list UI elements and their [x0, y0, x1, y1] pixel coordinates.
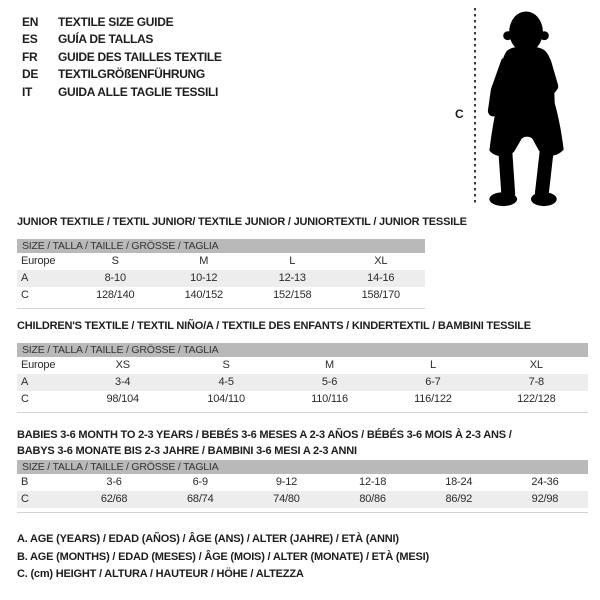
- size-cell: S: [222, 359, 230, 371]
- size-table-babies: [17, 460, 588, 513]
- size-cell: XL: [529, 359, 543, 371]
- measure-footnotes: [17, 533, 429, 586]
- size-cell: 4-5: [218, 376, 234, 388]
- size-cell: 86/92: [445, 493, 473, 505]
- language-row: [22, 13, 222, 31]
- size-table-children: [17, 343, 588, 413]
- dashed-height-line: [473, 8, 477, 206]
- size-table-junior: [17, 239, 425, 309]
- table-row: [17, 357, 588, 374]
- size-cell: 110/116: [311, 393, 348, 405]
- size-header-bar: SIZE / TALLA / TAILLE / GRÖSSE / TAGLIA: [17, 343, 588, 357]
- size-cell: 140/152: [184, 289, 223, 301]
- row-label: Europe: [21, 359, 56, 371]
- size-cell: 6-9: [192, 476, 208, 488]
- table-row: [17, 270, 425, 287]
- language-code: ES: [22, 32, 38, 47]
- footnote-line: B. AGE (MONTHS) / EDAD (MESES) / ÂGE (MOIS) / ALTER (MONATE) / ETÀ (MESI): [17, 550, 429, 563]
- table-bottom-rule: [17, 512, 588, 513]
- size-cell: 80/86: [359, 493, 386, 505]
- language-row: [22, 31, 222, 49]
- size-cell: M: [199, 255, 209, 267]
- size-cell: 92/98: [531, 493, 559, 505]
- table-row: [17, 474, 588, 491]
- size-cell: 6-7: [425, 376, 441, 388]
- language-guide-title: GUIDE DES TAILLES TEXTILE: [58, 49, 222, 64]
- language-code: DE: [22, 67, 39, 82]
- table-row: [17, 374, 588, 391]
- size-cell: 158/170: [361, 289, 400, 301]
- footnote-line: A. AGE (YEARS) / EDAD (AÑOS) / ÂGE (ANS) / ALTER (JAHRE) / ETÀ (ANNI): [17, 533, 399, 545]
- size-cell: 24-36: [531, 476, 559, 488]
- row-label: C: [21, 493, 29, 505]
- section-title-children: [17, 318, 531, 334]
- size-cell: 18-24: [445, 476, 473, 488]
- size-header-bar: SIZE / TALLA / TAILLE / GRÖSSE / TAGLIA: [17, 239, 425, 253]
- table-row: [17, 391, 588, 408]
- language-code: FR: [22, 49, 38, 64]
- size-cell: 3-4: [115, 376, 131, 388]
- size-cell: S: [111, 255, 119, 267]
- size-cell: 8-10: [104, 272, 126, 284]
- row-label: B: [21, 476, 29, 488]
- section-title-line: JUNIOR TEXTILE / TEXTIL JUNIOR/ TEXTILE JUNIOR / JUNIORTEXTIL / JUNIOR TESSILE: [17, 216, 467, 228]
- size-cell: 152/158: [273, 289, 312, 301]
- size-cell: 3-6: [106, 476, 122, 488]
- section-title-line: BABYS 3-6 MONATE BIS 2-3 JAHRE / BAMBINI 3-6 MESI A 2-3 ANNI: [17, 445, 357, 457]
- size-cell: XS: [115, 359, 130, 371]
- size-cell: 14-16: [367, 272, 395, 284]
- size-cell: 122/128: [517, 393, 556, 405]
- table-row: [17, 287, 425, 304]
- size-cell: 10-12: [190, 272, 218, 284]
- language-title-list: [22, 13, 222, 101]
- row-label: A: [21, 272, 29, 284]
- table-bottom-rule: [17, 412, 588, 413]
- size-cell: 74/80: [273, 493, 300, 505]
- size-cell: M: [325, 359, 334, 371]
- section-title-line: CHILDREN'S TEXTILE / TEXTIL NIÑO/A / TEXTILE DES ENFANTS / KINDERTEXTIL / BAMBINI TESSILE: [17, 320, 531, 332]
- table-row: [17, 253, 425, 270]
- size-cell: 12-13: [278, 272, 306, 284]
- language-row: [22, 83, 222, 101]
- row-label: Europe: [21, 255, 56, 267]
- height-measure-label: C: [455, 107, 464, 121]
- language-guide-title: GUÍA DE TALLAS: [58, 32, 154, 47]
- size-cell: 62/68: [100, 493, 128, 505]
- section-title-junior: [17, 214, 467, 230]
- row-label: A: [21, 376, 29, 388]
- size-cell: 98/104: [106, 393, 139, 405]
- table-row: [17, 491, 588, 508]
- toddler-silhouette-icon: [481, 5, 576, 213]
- language-guide-title: GUIDA ALLE TAGLIE TESSILI: [58, 84, 219, 99]
- size-cell: 104/110: [207, 393, 245, 405]
- footnote-line: C. (cm) HEIGHT / ALTURA / HAUTEUR / HÖHE / ALTEZZA: [17, 568, 304, 580]
- size-cell: 5-6: [321, 376, 338, 388]
- language-guide-title: TEXTILE SIZE GUIDE: [58, 14, 174, 29]
- language-code: IT: [22, 84, 33, 99]
- section-title-babies: [17, 427, 512, 459]
- section-title-line: BABIES 3-6 MONTH TO 2-3 YEARS / BEBÉS 3-6 MESES A 2-3 AÑOS / BÉBÉS 3-6 MOIS À 2-3 ANS /: [17, 429, 512, 441]
- language-code: EN: [22, 14, 39, 29]
- size-cell: 68/74: [186, 493, 214, 505]
- size-header-bar: SIZE / TALLA / TAILLE / GRÖSSE / TAGLIA: [17, 460, 588, 474]
- size-cell: 116/122: [414, 393, 452, 405]
- table-bottom-rule: [17, 308, 425, 309]
- size-cell: L: [289, 255, 296, 267]
- size-cell: 9-12: [275, 476, 298, 488]
- size-cell: L: [429, 359, 436, 371]
- language-row: [22, 48, 222, 66]
- size-cell: XL: [374, 255, 388, 267]
- language-guide-title: TEXTILGRÖßENFÜHRUNG: [58, 67, 205, 82]
- row-label: C: [21, 289, 29, 301]
- language-row: [22, 66, 222, 84]
- size-cell: 128/140: [96, 289, 135, 301]
- size-cell: 12-18: [359, 476, 387, 488]
- size-cell: 7-8: [528, 376, 544, 388]
- row-label: C: [21, 393, 29, 405]
